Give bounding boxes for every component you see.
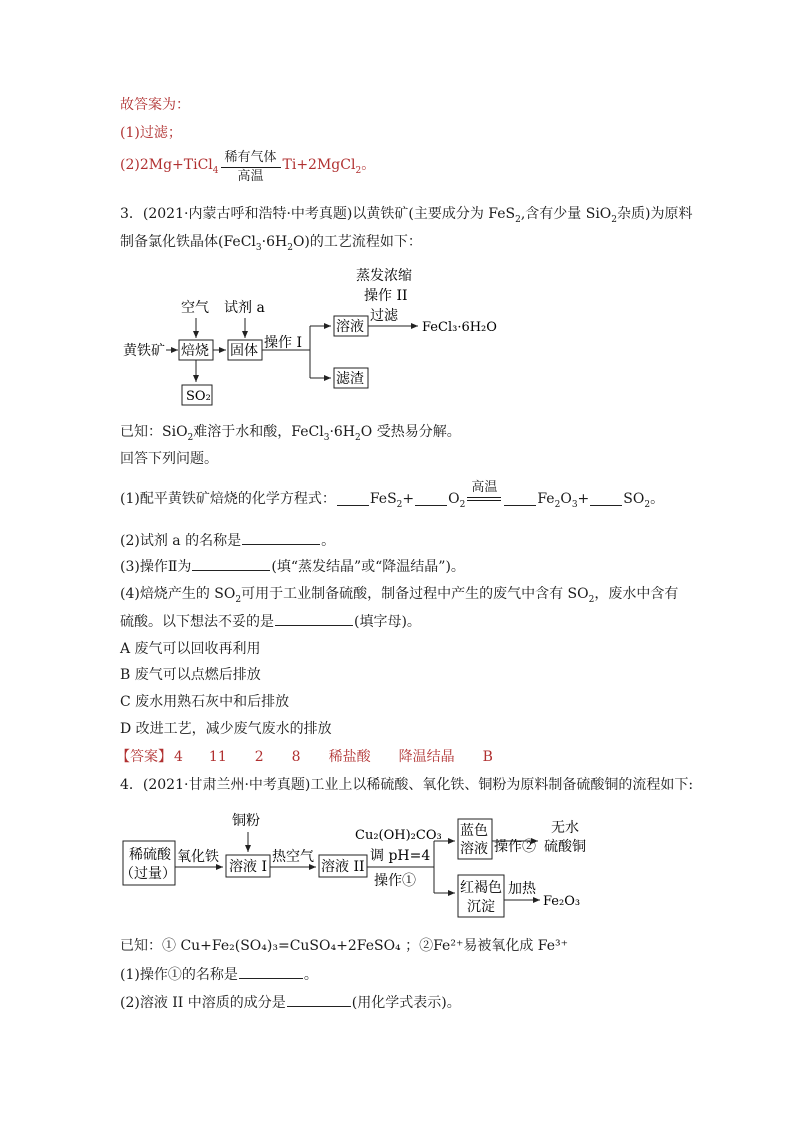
q3-option-b: B 废气可以点燃后排放 — [120, 667, 261, 683]
q3-intro-2: 制备氯化铁晶体$(FeCl_3\cdot 6H_2O)$的工艺流程如下： — [120, 234, 422, 253]
answer-2: (2)2Mg+TiCl$_4$ 稀有气体 高温 Ti+2MgCl$_2$。 — [120, 150, 376, 184]
product-label: FeCl₃·6H₂O — [422, 320, 497, 335]
air-label: 空气 — [181, 300, 209, 316]
heat-label: 加热 — [508, 881, 536, 897]
solution-label: 溶液 — [336, 319, 364, 335]
blue-label-1: 蓝色 — [460, 823, 488, 839]
hot-air-label: 热空气 — [272, 849, 314, 865]
filter-label: 过滤 — [370, 308, 398, 324]
red-label-1: 红褐色 — [460, 880, 502, 896]
copper-label: 铜粉 — [232, 813, 260, 829]
q4-known: 已知：① Cu+Fe₂(SO₄)₃=CuSO₄+2FeSO₄ ；②Fe²⁺易被氧化成 Fe³⁺ — [120, 938, 569, 954]
ore-label: 黄铁矿 — [123, 343, 165, 359]
q3-sub4-line1: (4)焙烧产生的 $SO_2$可用于工业制备硫酸，制备过程中产生的废气中含有 $SO_2$，废水中含有 — [120, 586, 679, 605]
q4-op1-label: 操作① — [374, 873, 416, 889]
op1-label: 操作 I — [264, 335, 302, 351]
fe-oxide-label: 氧化铁 — [177, 849, 219, 865]
q4-sub2: (2)溶液 II 中溶质的成分是 (用化学式表示)。 — [120, 995, 461, 1011]
reagent-label: 试剂 a — [224, 300, 265, 316]
q3-option-c: C 废水用熟石灰中和后排放 — [120, 694, 290, 710]
q3-known: 已知：SiO$_2$难溶于水和酸，$FeCl_3\cdot 6H_2O$ 受热易分解。 — [120, 424, 461, 443]
blue-label-2: 溶液 — [460, 841, 488, 857]
ph-label: 调 pH=4 — [370, 848, 431, 864]
q3-sub4-line2: 硫酸。以下想法不妥的是 (填字母)。 — [120, 614, 421, 630]
q3-option-a: A 废气可以回收再利用 — [120, 641, 261, 657]
q3-sub2: (2)试剂 a 的名称是 。 — [120, 533, 336, 549]
q3-sub1: (1)配平黄铁矿焙烧的化学方程式： $FeS_2+ O_2$ 高温 $Fe_2O_3+ SO_2$。 — [120, 480, 665, 510]
anhyd-label-2: 硫酸铜 — [544, 839, 586, 855]
answer-label: 【答案】 — [116, 749, 172, 765]
red-label-2: 沉淀 — [467, 899, 495, 915]
sol1-label: 溶液 I — [229, 859, 267, 875]
anhyd-label-1: 无水 — [551, 820, 579, 836]
q4-flow-diagram — [0, 805, 794, 925]
evap-label: 蒸发浓缩 — [356, 268, 412, 284]
acid-label-1: 稀硫酸 — [129, 847, 171, 863]
acid-label-2: （过量） — [120, 866, 176, 882]
q4-intro: 4．(2021·甘肃兰州·中考真题)工业上以稀硫酸、氧化铁、铜粉为原料制备硫酸铜的流程如下: — [120, 777, 694, 793]
sol2-label: 溶液 II — [321, 859, 365, 875]
answer-1: (1)过滤； — [120, 125, 182, 141]
q3-sub3: (3)操作Ⅱ为 (填“蒸发结晶”或“降温结晶”)。 — [120, 559, 465, 575]
roast-label: 焙烧 — [181, 343, 209, 359]
so2-label: SO₂ — [186, 389, 211, 404]
solid-label: 固体 — [230, 343, 258, 359]
cu-reagent-label: Cu₂(OH)₂CO₃ — [355, 828, 442, 843]
q3-intro-1: 3．(2021·内蒙古呼和浩特·中考真题)以黄铁矿(主要成分为 FeS$_2$,含有少量 SiO$_2$杂质)为原料 — [120, 206, 693, 225]
residue-label: 滤渣 — [336, 371, 364, 387]
q3-option-d: D 改进工艺，减少废气废水的排放 — [120, 721, 332, 737]
fe2o3-label: Fe₂O₃ — [543, 894, 581, 909]
q3-prompt: 回答下列问题。 — [120, 451, 218, 467]
q3-flow-diagram — [0, 260, 794, 410]
q4-sub1: (1)操作①的名称是 。 — [120, 967, 318, 983]
op2-label: 操作 II — [364, 288, 408, 304]
q4-op2-label: 操作② — [494, 839, 536, 855]
q3-answer: 【答案】 4 11 2 8 稀盐酸 降温结晶 B — [116, 749, 493, 765]
answer-heading: 故答案为： — [120, 97, 190, 113]
